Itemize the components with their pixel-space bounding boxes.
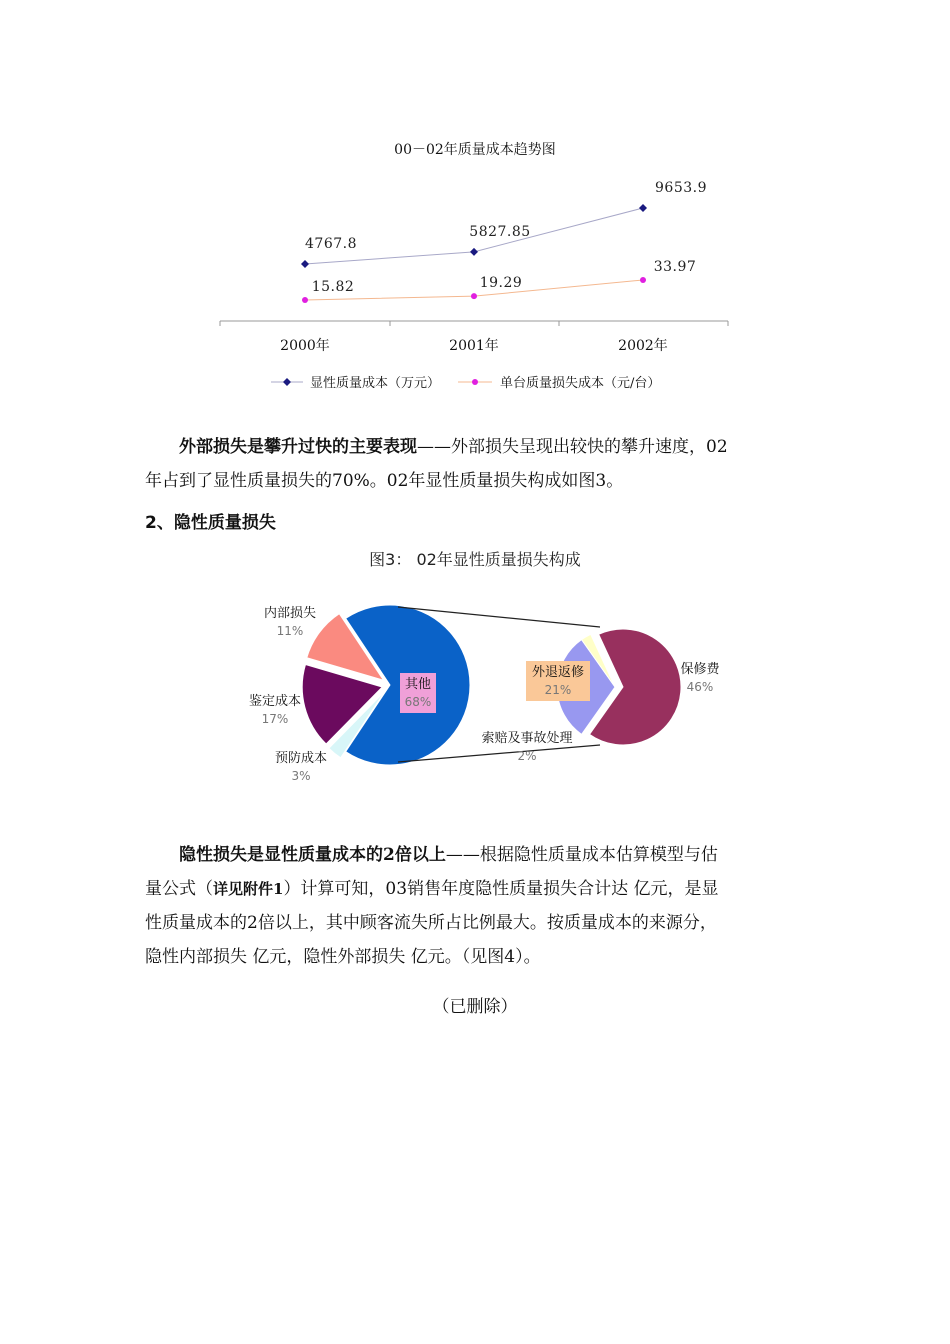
- paragraph-text: 隐性内部损失 亿元，隐性外部损失 亿元。（见图4）。: [145, 947, 541, 967]
- data-point-marker: [302, 297, 308, 303]
- data-point-marker: [640, 277, 646, 283]
- x-tick-label: 2000年: [280, 338, 330, 354]
- paragraph-text: ——根据隐性质量成本估算模型与估: [445, 845, 718, 865]
- line-chart-title: 00－02年质量成本趋势图: [394, 142, 556, 158]
- x-tick-label: 2001年: [449, 338, 499, 354]
- legend-label: 单台质量损失成本（元/台）: [500, 376, 661, 391]
- paragraph-text: ——外部损失呈现出较快的攀升速度，02: [417, 437, 728, 457]
- label-other: [400, 673, 436, 713]
- slice-label: 索赔及事故处理: [481, 731, 573, 746]
- data-point-marker: [471, 293, 477, 299]
- slice-percent: 68%: [404, 695, 432, 709]
- label-appraisal: [249, 693, 301, 726]
- deleted-figure-note: （已删除）: [432, 997, 518, 1017]
- paragraph-text: ）计算可知，03销售年度隐性质量损失合计达 亿元，是显: [283, 879, 719, 899]
- data-label: 19.29: [479, 275, 523, 292]
- data-point-marker: [639, 204, 647, 212]
- paragraph-external-loss: [145, 430, 810, 498]
- slice-label: 其他: [404, 677, 432, 692]
- x-tick-label: 2002年: [618, 338, 668, 354]
- slice-label: 鉴定成本: [248, 694, 302, 709]
- data-label: 4767.8: [305, 236, 357, 252]
- slice-label: 预防成本: [274, 751, 328, 766]
- slice-percent: 2%: [517, 749, 537, 763]
- label-prevention: [275, 750, 327, 783]
- paragraph-lead: 隐性损失是显性质量成本的2倍以上: [179, 845, 446, 865]
- paragraph-hidden-loss: [145, 838, 810, 974]
- paragraph-lead: 外部损失是攀升过快的主要表现: [179, 437, 417, 457]
- label-internal-loss: [264, 605, 316, 638]
- legend-label: 显性质量成本（万元）: [310, 376, 441, 391]
- slice-percent: 46%: [686, 680, 714, 694]
- data-label: 33.97: [653, 259, 697, 275]
- label-returns: [526, 661, 590, 701]
- slice-label: 保修费: [680, 662, 720, 677]
- legend-marker: [472, 379, 478, 385]
- label-warranty: [680, 661, 720, 694]
- legend-marker: [283, 378, 291, 386]
- slice-percent: 21%: [544, 683, 572, 697]
- data-label: 15.82: [311, 279, 355, 295]
- paragraph-text: 量公式（: [145, 879, 213, 899]
- section-heading: 2、隐性质量损失: [145, 513, 276, 533]
- data-point-marker: [470, 248, 478, 256]
- data-point-marker: [301, 260, 309, 268]
- paragraph-text: 年占到了显性质量损失的70%。02年显性质量损失构成如图3。: [145, 471, 624, 491]
- slice-percent: 11%: [276, 624, 304, 638]
- label-claims: [481, 730, 572, 763]
- data-label: 9653.9: [655, 180, 707, 196]
- loss-composition-pie-chart: [0, 580, 950, 810]
- appendix-reference: 详见附件1: [213, 880, 284, 898]
- slice-label: 内部损失: [263, 606, 317, 621]
- quality-cost-trend-chart: [0, 0, 950, 420]
- slice-percent: 3%: [291, 769, 311, 783]
- paragraph-text: 性质量成本的2倍以上，其中顾客流失所占比例最大。按质量成本的来源分，: [145, 913, 717, 933]
- data-label: 5827.85: [469, 223, 531, 240]
- pie-chart-title: 图3： 02年显性质量损失构成: [369, 550, 581, 569]
- slice-label: 外退返修: [531, 665, 585, 680]
- slice-percent: 17%: [261, 712, 289, 726]
